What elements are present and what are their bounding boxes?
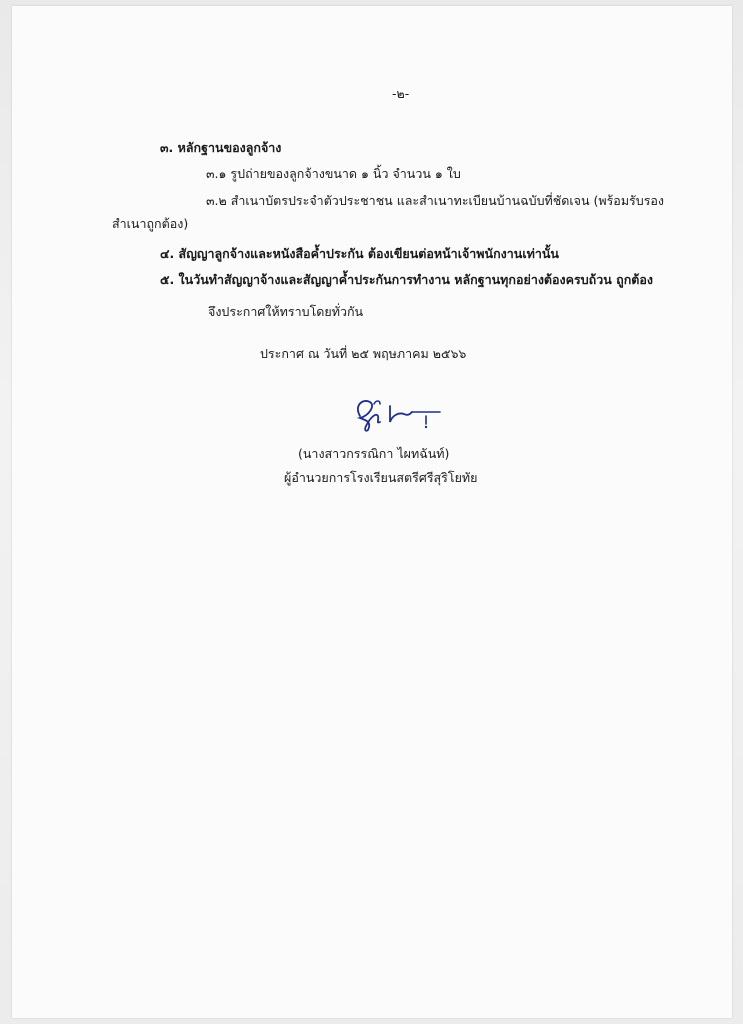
handwritten-signature bbox=[346, 394, 442, 434]
announcement-text: จึงประกาศให้ทราบโดยทั่วกัน bbox=[208, 304, 364, 319]
section-4: ๔. สัญญาลูกจ้างและหนังสือค้ำประกัน ต้องเขียนต่อหน้าเจ้าพนักงานเท่านั้น bbox=[160, 246, 559, 261]
section-3-item-2: ๓.๒ สำเนาบัตรประจำตัวประชาชน และสำเนาทะเบียนบ้านฉบับที่ชัดเจน (พร้อมรับรอง bbox=[206, 193, 665, 208]
page-number: -๒- bbox=[392, 86, 410, 101]
section-3-heading: ๓. หลักฐานของลูกจ้าง bbox=[160, 140, 282, 155]
section-3-item-1: ๓.๑ รูปถ่ายของลูกจ้างขนาด ๑ นิ้ว จำนวน ๑ ใบ bbox=[206, 166, 461, 181]
signer-position: ผู้อำนวยการโรงเรียนสตรีศรีสุริโยทัย bbox=[284, 470, 478, 485]
signer-name: (นางสาวกรรณิกา ไผทฉันท์) bbox=[298, 446, 450, 461]
announcement-date: ประกาศ ณ วันที่ ๒๕ พฤษภาคม ๒๕๖๖ bbox=[260, 346, 467, 361]
document-page bbox=[12, 6, 732, 1018]
section-5: ๕. ในวันทำสัญญาจ้างและสัญญาค้ำประกันการทำงาน หลักฐานทุกอย่างต้องครบถ้วน ถูกต้อง bbox=[160, 272, 654, 287]
section-3-item-2-continued: สำเนาถูกต้อง) bbox=[112, 216, 189, 231]
